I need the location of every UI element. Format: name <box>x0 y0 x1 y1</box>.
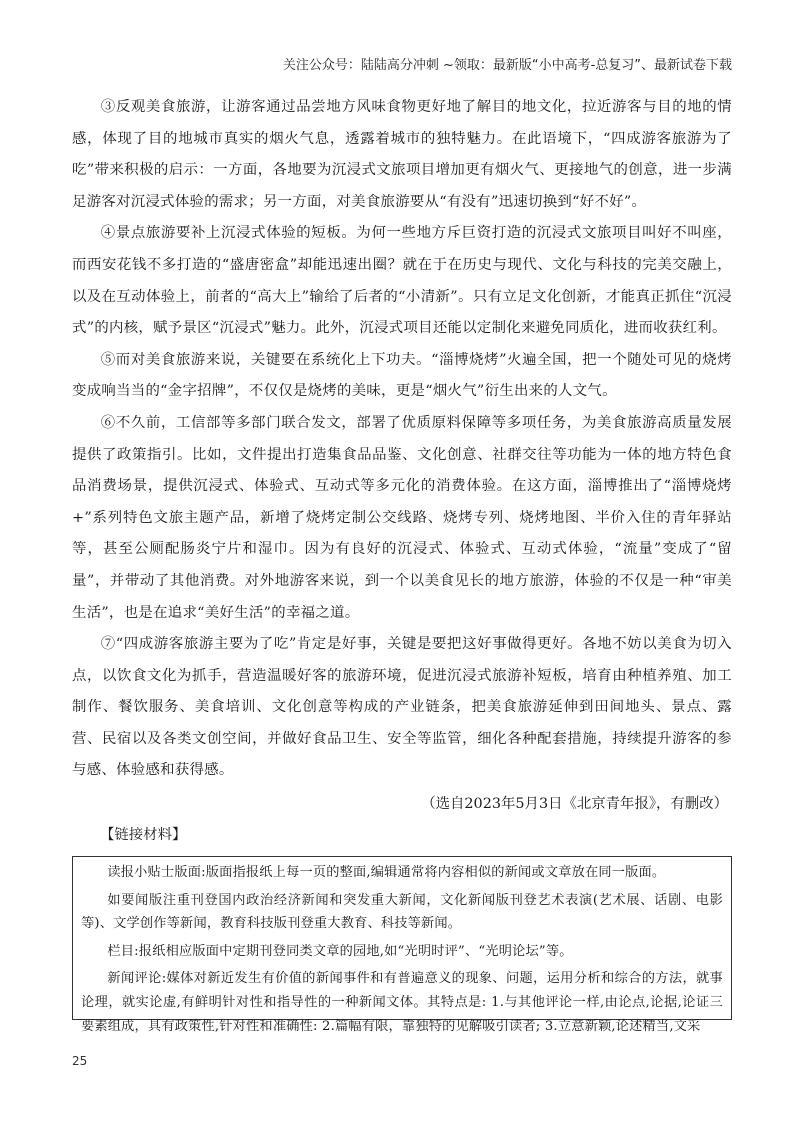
page-number: 25 <box>72 1054 88 1068</box>
article-paragraph-4: ④景点旅游要补上沉浸式体验的短板。为何一些地方斥巨资打造的沉浸式文旅项目叫好不叫座，而西安花钱不多打造的“盛唐密盒”却能迅速出圈？就在于在历史与现代、文化与科技的完美交融上，以及在互动体验上，前者的“高大上”输给了后者的“小清新”。只有立足文化创新，才能真正抓住“沉浸式”的内核，赋予景区“沉浸式”魅力。此外，沉浸式项目还能以定制化来避免同质化，进而收获红利。 <box>72 225 732 337</box>
link-material-item: 新闻评论:媒体对新近发生有价值的新闻事件和有普遍意义的现象、问题，运用分析和综合的方法，就事论理，就实论虚,有鲜明针对性和指导性的一种新闻文体。其特点是: 1.与其他评论一样,由论点,论据,论证三要素组成，具有政策性,针对性和准确性: 2.篇幅有限，靠独特的见解吸引读者; 3.立意新颖,论述精当,文采 <box>81 971 723 1034</box>
link-material-item: 读报小贴士版面:版面指报纸上每一页的整面,编辑通常将内容相似的新闻或文章放在同一版面。 <box>107 865 666 881</box>
page-header: 关注公众号：陆陆高分冲刺 ~领取：最新版“小中高考-总复习”、最新试卷下载 <box>282 58 732 73</box>
article-source: （选自2023年5月3日《北京青年报》，有删改） <box>421 796 728 813</box>
article-paragraph-3: ③反观美食旅游，让游客通过品尝地方风味食物更好地了解目的地文化，拉近游客与目的地的情感，体现了目的地城市真实的烟火气息，透露着城市的独特魅力。在此语境下，“四成游客旅游为了吃”带来积极的启示：一方面，各地要为沉浸式文旅项目增加更有烟火气、更接地气的创意，进一步满足游客对沉浸式体验的需求；另一方面，对美食旅游要从“有没有”迅速切换到“好不好”。 <box>72 99 732 210</box>
link-material-title: 【链接材料】 <box>100 827 187 844</box>
article-paragraph-5: ⑤而对美食旅游来说，关键要在系统化上下功夫。“淄博烧烤”火遍全国，把一个随处可见的烧烤变成响当当的“金字招牌”，不仅仅是烧烤的美味，更是“烟火气”衍生出来的人文气。 <box>72 351 732 400</box>
link-material-item: 栏目:报纸相应版面中定期刊登同类文章的园地,如“光明时评”、“光明论坛”等。 <box>107 943 573 959</box>
article-paragraph-7: ⑦“四成游客旅游主要为了吃”肯定是好事，关键是要把这好事做得更好。各地不妨以美食为切入点，以饮食文化为抓手，营造温暖好客的旅游环境，促进沉浸式旅游补短板，培育由种植养殖、加工制作、餐饮服务、美食培训、文化创意等构成的产业链条，把美食旅游延伸到田间地头、景点、露营、民宿以及各类文创空间，并做好食品卫生、安全等监管，细化各种配套措施，持续提升游客的参与感、体验感和获得感。 <box>72 636 732 779</box>
link-material-box <box>72 856 732 1034</box>
link-material-item: 如要闻版注重刊登国内政治经济新闻和突发重大新闻，文化新闻版刊登艺术表演(艺术展、话剧、电影等)、文学创作等新闻，教育科技版刊登重大教育、科技等新闻。 <box>81 892 723 932</box>
article-paragraph-6: ⑥不久前，工信部等多部门联合发文，部署了优质原料保障等多项任务，为美食旅游高质量发展提供了政策指引。比如，文件提出打造集食品品鉴、文化创意、社群交往等功能为一体的地方特色食品消费场景，提供沉浸式、体验式、互动式等多元化的消费体验。在这方面，淄博推出了“淄博烧烤+”系列特色文旅主题产品，新增了烧烤定制公交线路、烧烤专列、烧烤地图、半价入住的青年驿站等，甚至公厕配肠炎宁片和湿巾。因为有良好的沉浸式、体验式、互动式体验，“流量”变成了“留量”，并带动了其他消费。对外地游客来说，到一个以美食见长的地方旅游，体验的不仅是一种“审美生活”，也是在追求“美好生活”的幸福之道。 <box>72 414 732 621</box>
page-content <box>72 92 732 1034</box>
